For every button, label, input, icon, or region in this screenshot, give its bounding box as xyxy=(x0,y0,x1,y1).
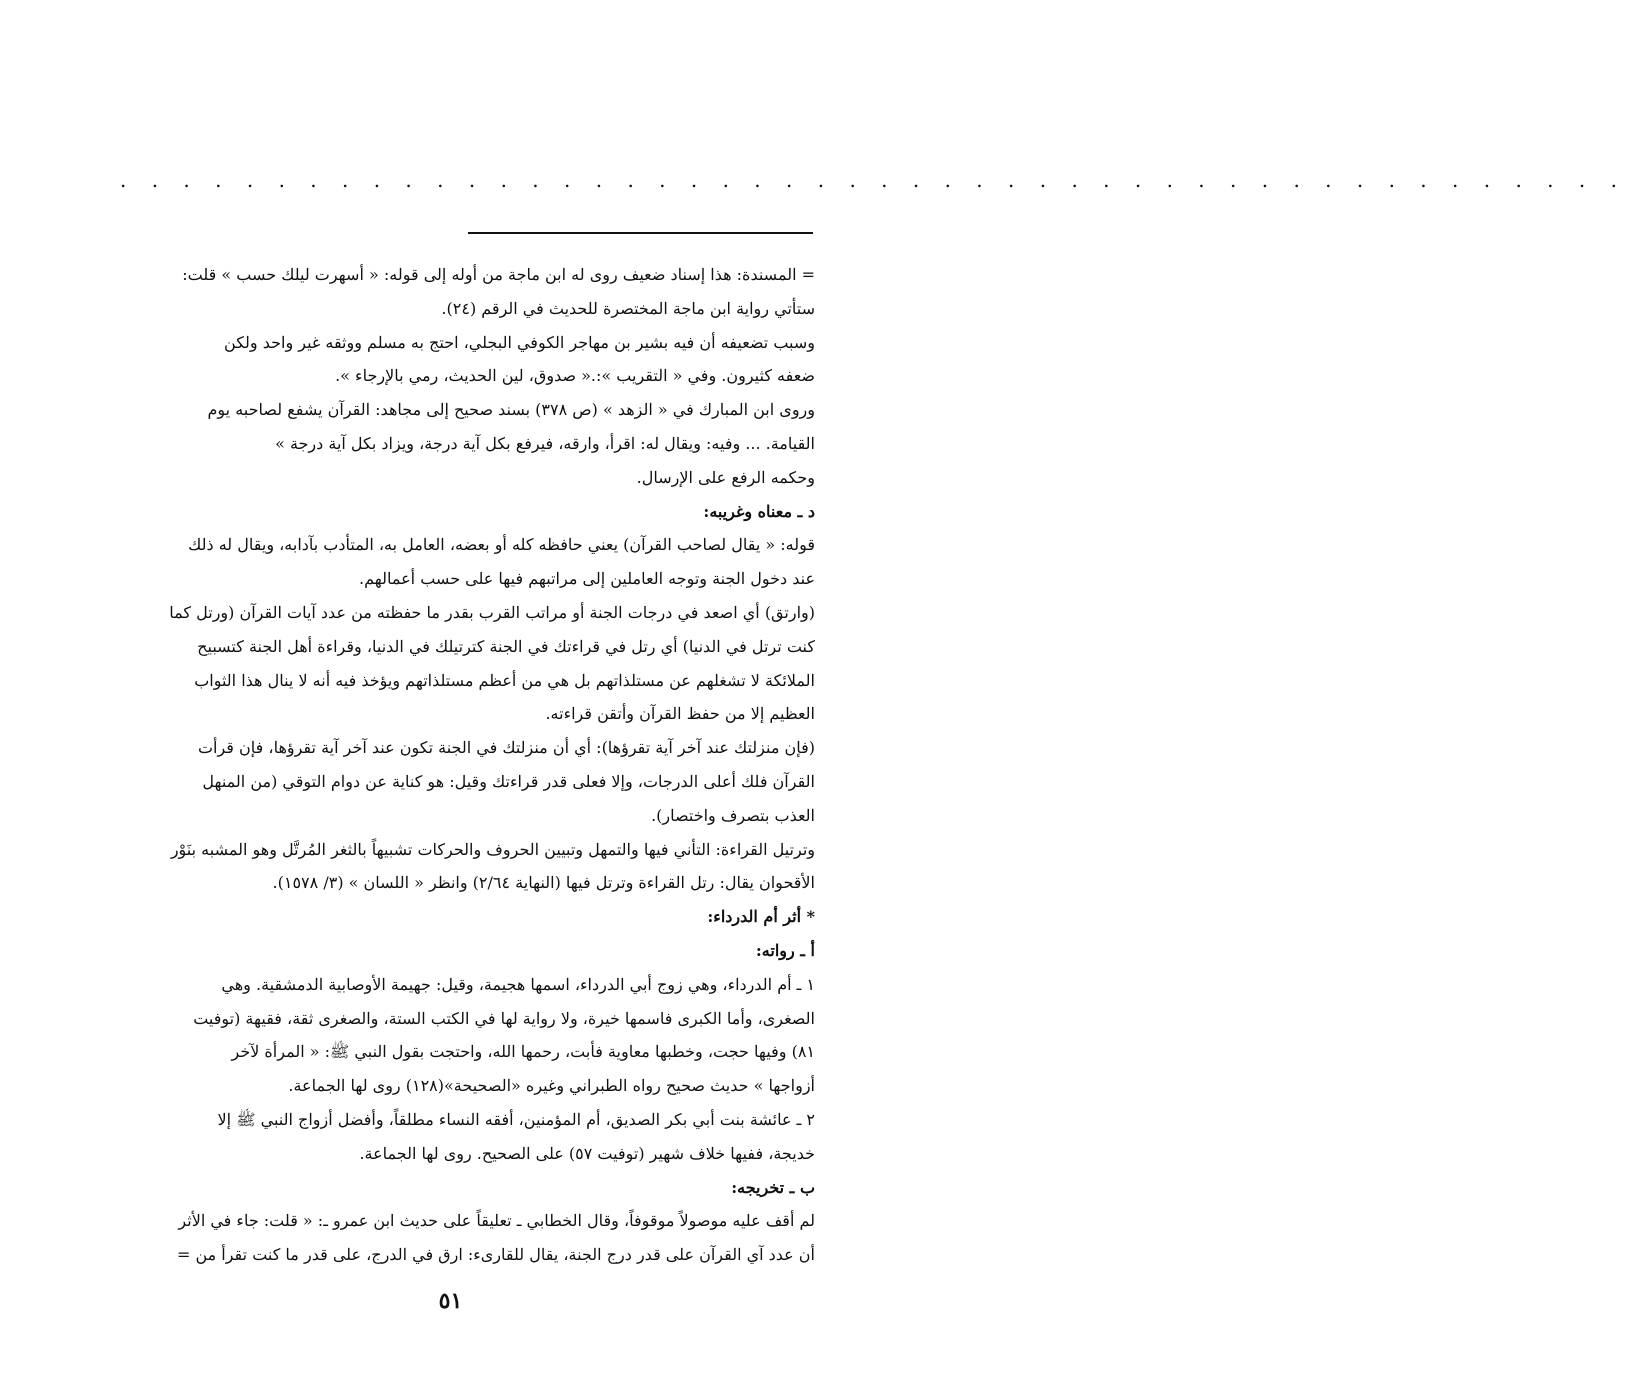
text-line: وحكمه الرفع على الإرسال. xyxy=(636,467,815,487)
footnote-rule xyxy=(468,232,813,234)
text-line: ضعفه كثيرون. وفي « التقريب »:.« صدوق، لين الحديث، رمي بالإرجاء ». xyxy=(335,366,815,386)
text-line: = المسندة: هذا إسناد ضعيف روى له ابن ماجة من أوله إلى قوله: « أسهرت ليلك حسب » قلت: xyxy=(182,265,815,284)
text-line: (وارتق) أي اصعد في درجات الجنة أو مراتب القرب بقدر ما حفظته من عدد آيات القرآن (ورتل كما xyxy=(169,602,815,622)
page-number: ٥١ xyxy=(438,1288,463,1314)
text-line: وترتيل القراءة: التأني فيها والتمهل وتبيين الحروف والحركات تشبيهاً بالثغر المُرتَّل وهو المشبه بنَوْر xyxy=(170,839,815,859)
section-heading-meaning: د ـ معناه وغريبه: xyxy=(703,501,815,521)
text-line: قوله: « يقال لصاحب القرآن) يعني حافظه كله أو بعضه، العامل به، المتأدب بآدابه، ويقال له ذلك xyxy=(188,535,815,555)
text-line: القرآن فلك أعلى الدرجات، وإلا فعلى قدر قراءتك وقيل: هو كناية عن دوام التوقي (من المنهل xyxy=(202,771,815,791)
section-heading-umm-darda: * أثر أم الدرداء: xyxy=(707,907,815,927)
text-line: ٢ ـ عائشة بنت أبي بكر الصديق، أم المؤمنين، أفقه النساء مطلقاً، وأفضل أزواج النبي ﷺ إلا xyxy=(217,1109,815,1129)
section-heading-takhrij: ب ـ تخريجه: xyxy=(731,1177,815,1197)
section-heading-narrators: أ ـ رواته: xyxy=(755,940,815,960)
text-line: (فإن منزلتك عند آخر آية تقرؤها): أي أن منزلتك في الجنة تكون عند آخر آية تقرؤها، فإن قرأت xyxy=(197,738,815,758)
text-line: أن عدد آي القرآن على قدر درج الجنة، يقال للقارىء: ارق في الدرج، على قدر ما كنت تقرأ من = xyxy=(176,1245,815,1265)
text-line: ستأتي رواية ابن ماجة المختصرة للحديث في الرقم (٢٤). xyxy=(441,298,815,318)
text-line: ١ ـ أم الدرداء، وهي زوج أبي الدرداء، اسمها هجيمة، وقيل: جهيمة الأوصابية الدمشقية. وهي xyxy=(221,974,815,994)
text-line: وسبب تضعيفه أن فيه بشير بن مهاجر الكوفي البجلي، احتج به مسلم ووثقه غير واحد ولكن xyxy=(224,332,815,352)
text-line: العذب بتصرف واختصار). xyxy=(651,805,815,825)
text-line: لم أقف عليه موصولاً موقوفاً، وقال الخطابي ـ تعليقاً على حديث ابن عمرو ـ: « قلت: جاء في الأثر xyxy=(178,1211,815,1231)
text-line: العظيم إلا من حفظ القرآن وأتقن قراءته. xyxy=(545,704,815,724)
text-line: أزواجها » حديث صحيح رواه الطبراني وغيره «الصحيحة»(١٢٨) روى لها الجماعة. xyxy=(288,1076,815,1096)
text-line: ٨١) وفيها حجت، وخطبها معاوية فأبت، رحمها الله، واحتجت بقول النبي ﷺ: « المرأة لآخر xyxy=(231,1042,815,1062)
text-line: خديجة، ففيها خلاف شهير (توفيت ٥٧) على الصحيح. روى لها الجماعة. xyxy=(359,1143,815,1163)
text-line: الأقحوان يقال: رتل القراءة وترتل فيها (النهاية ٢/٦٤) وانظر « اللسان » (٣/ ١٥٧٨). xyxy=(272,873,815,893)
text-line: كنت ترتل في الدنيا) أي رتل في قراءتك في الجنة كترتيلك في الدنيا، وقراءة أهل الجنة كتسبيح xyxy=(197,636,815,656)
text-line: وروى ابن المبارك في « الزهد » (ص ٣٧٨) بسند صحيح إلى مجاهد: القرآن يشفع لصاحبه يوم xyxy=(207,400,815,420)
text-line: القيامة. ... وفيه: ويقال له: اقرأ، وارقه، فيرفع بكل آية درجة، ويزاد بكل آية درجة » xyxy=(275,433,815,453)
text-line: عند دخول الجنة وتوجه العاملين إلى مراتبهم فيها على حسب أعمالهم. xyxy=(359,569,815,589)
separator-dots: . . . . . . . . . . . . . . . . . . . . . . . . . . . . . . . . . . . . . . . . . . . . . . . . xyxy=(120,168,1626,192)
text-line: الملائكة لا تشغلهم عن مستلذاتهم بل هي من أعظم مستلذاتهم ويؤخذ فيه أنه لا ينال هذا الثواب xyxy=(194,670,815,690)
text-body xyxy=(83,258,815,1272)
text-line: الصغرى، وأما الكبرى فاسمها خيرة، ولا رواية لها في الكتب الستة، والصغرى ثقة، فقيهة (توفيت xyxy=(193,1008,815,1028)
